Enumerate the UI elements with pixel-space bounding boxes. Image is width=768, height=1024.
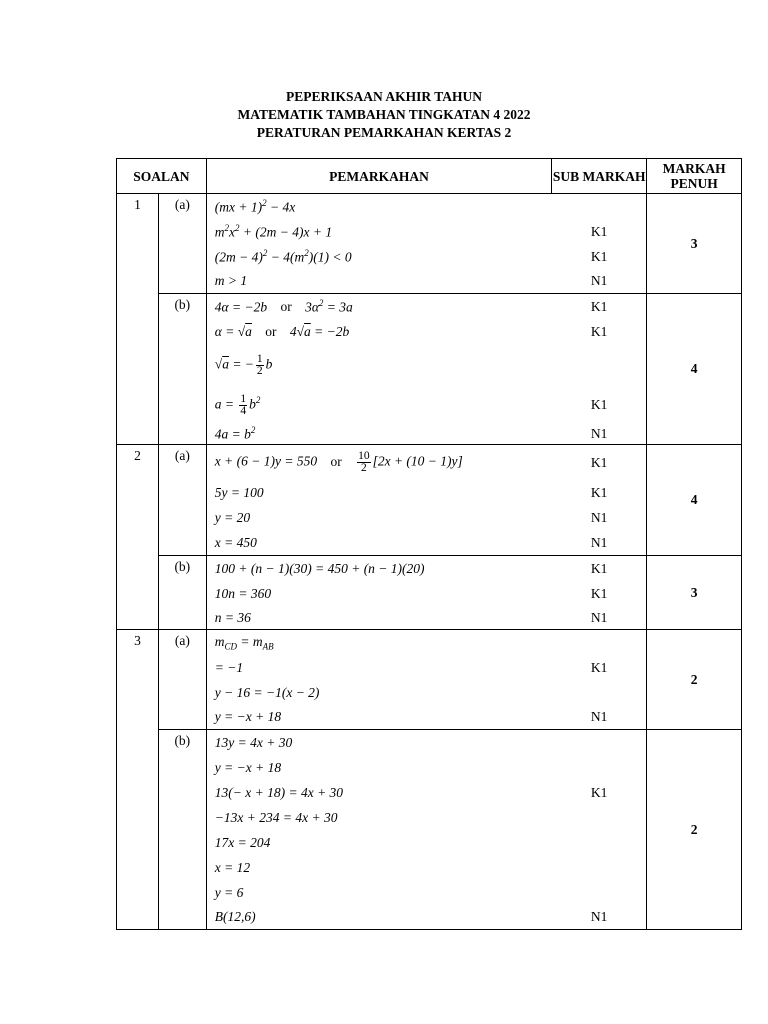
question-number: 2: [117, 445, 159, 630]
working-cell: [206, 630, 646, 730]
header-line-3: PERATURAN PEMARKAHAN KERTAS 2: [256, 125, 512, 140]
working-line: m > 1: [214, 273, 248, 288]
sub-mark: K1: [590, 585, 608, 601]
sub-mark: N1: [590, 609, 608, 625]
table-row: [117, 194, 742, 294]
working-line: $(2m - 4)^2 - 4(m^2)(1) < 0$: [214, 247, 352, 265]
sub-mark: K1: [590, 298, 608, 314]
working-cell: [206, 194, 646, 294]
marking-scheme-table: [116, 158, 742, 930]
full-mark: 3: [647, 556, 742, 630]
working-line: y = −x + 18: [214, 709, 282, 724]
sub-mark: K1: [590, 784, 608, 800]
working-line: 17x = 204: [214, 834, 271, 850]
working-line: a = $\frac{1}{4}$ $b^2$: [214, 392, 261, 417]
sub-mark: K1: [590, 560, 608, 576]
sub-mark: N1: [590, 534, 608, 550]
working-line: $m_{CD} = m_{AB}$: [214, 633, 274, 652]
sub-mark: K1: [590, 659, 608, 675]
question-number: 1: [117, 194, 159, 445]
question-part: (b): [158, 556, 206, 630]
working-line: y = −x + 18: [214, 759, 282, 775]
question-part: (b): [158, 730, 206, 930]
table-row: [117, 630, 742, 730]
working-line: 10n = 360: [214, 585, 272, 601]
working-line: 4α = −2b or $3\alpha^2 = 3a$: [214, 297, 353, 315]
sub-mark: K1: [590, 323, 608, 339]
table-row: [117, 445, 742, 556]
working-line: √a = − $\frac{1}{2}$ b: [214, 352, 273, 377]
sub-mark: K1: [590, 397, 608, 412]
working-line: 13(− x + 18) = 4x + 30: [214, 784, 344, 800]
sub-mark: N1: [590, 709, 608, 724]
working-line: 100 + (n − 1)(30) = 450 + (n − 1)(20): [214, 560, 425, 576]
working-line: 5y = 100: [214, 484, 264, 500]
working-line: n = 36: [214, 609, 251, 625]
working-cell: [206, 556, 646, 630]
working-line: = −1: [214, 659, 244, 675]
question-part: (a): [158, 194, 206, 294]
question-number: 3: [117, 630, 159, 930]
table-row: [117, 730, 742, 930]
sub-mark: N1: [590, 509, 608, 525]
question-part: (a): [158, 445, 206, 556]
working-line: y = 6: [214, 884, 244, 900]
working-line: (mx + 1)$^2$ − 4x: [214, 197, 296, 215]
working-line: y = 20: [214, 509, 251, 525]
working-line: $4a = b^2$: [214, 425, 256, 442]
header-line-1: PEPERIKSAAN AKHIR TAHUN: [285, 89, 483, 104]
question-part: (a): [158, 630, 206, 730]
table-row: [117, 556, 742, 630]
full-mark: 4: [647, 294, 742, 445]
header-pemarkahan: PEMARKAHAN: [206, 159, 551, 194]
header-markah-penuh: MARKAH PENUH: [647, 159, 742, 194]
full-mark: 2: [647, 730, 742, 930]
working-line: B(12,6): [214, 909, 256, 924]
working-line: x = 12: [214, 859, 251, 875]
working-line: 13y = 4x + 30: [214, 734, 293, 750]
table-header-row: [117, 159, 742, 194]
full-mark: 2: [647, 630, 742, 730]
sub-mark: K1: [590, 223, 608, 239]
working-line: $m^2x^2 + (2m - 4)x + 1$: [214, 222, 333, 240]
question-part: (b): [158, 294, 206, 445]
sub-mark: N1: [590, 909, 608, 924]
working-cell: [206, 730, 646, 930]
header-line-2: MATEMATIK TAMBAHAN TINGKATAN 4 2022: [237, 107, 531, 122]
working-line: y − 16 = −1(x − 2): [214, 684, 320, 700]
working-line: x + (6 − 1)y = 550 or $\frac{10}{2}$ [2x + (10 − 1)y]: [214, 450, 463, 474]
working-line: x = 450: [214, 534, 257, 550]
full-mark: 3: [647, 194, 742, 294]
sub-mark: K1: [590, 454, 608, 470]
full-mark: 4: [647, 445, 742, 556]
sub-mark: K1: [590, 248, 608, 264]
table-row: [117, 294, 742, 445]
working-cell: [206, 294, 646, 445]
sub-mark: N1: [590, 273, 608, 288]
working-line: −13x + 234 = 4x + 30: [214, 809, 338, 825]
sub-mark: N1: [590, 426, 608, 441]
sub-mark: K1: [590, 484, 608, 500]
header-sub-markah: SUB MARKAH: [552, 159, 647, 194]
header-soalan: SOALAN: [117, 159, 207, 194]
working-line: α = √a or 4√a = −2b: [214, 323, 350, 339]
working-cell: [206, 445, 646, 556]
